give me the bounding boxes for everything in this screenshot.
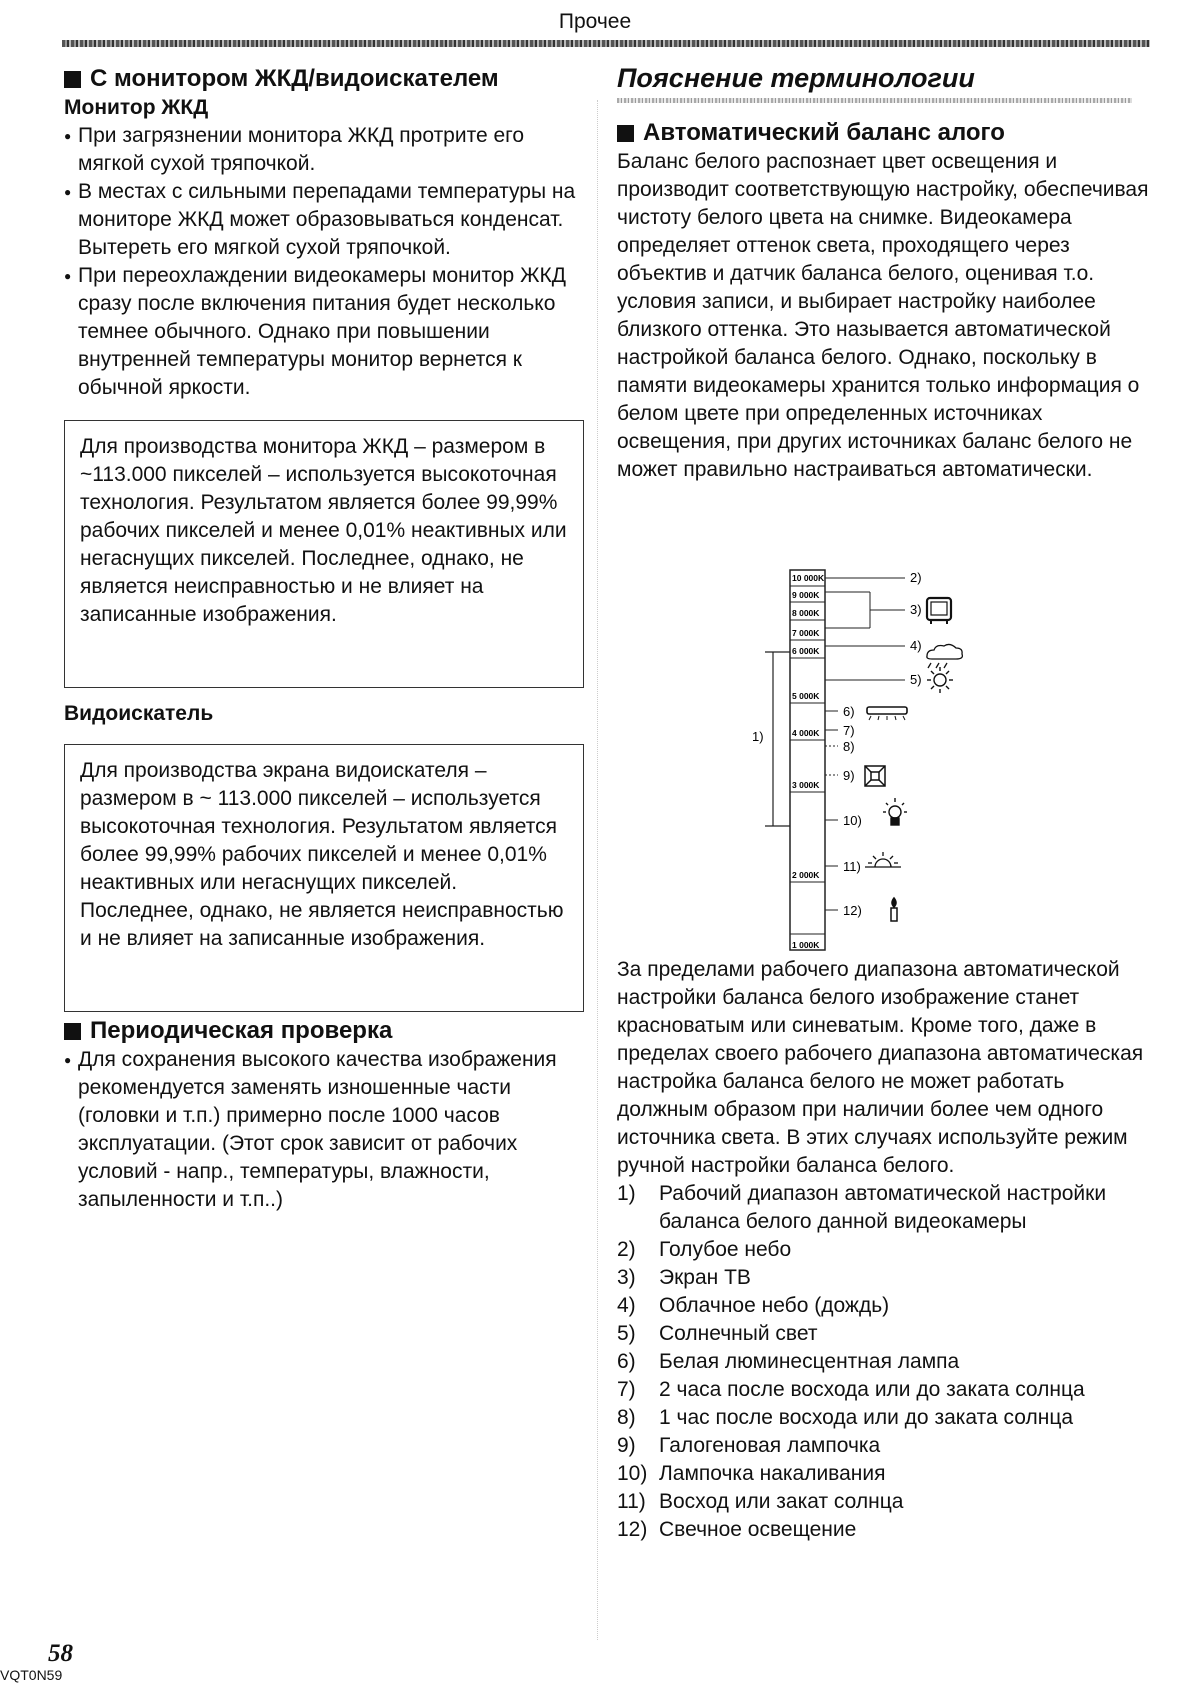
color-temperature-diagram xyxy=(752,570,995,952)
scale-column xyxy=(790,570,825,950)
sunrise-icon xyxy=(865,852,901,867)
periodic-section-heading xyxy=(64,1016,584,1046)
list-item: 6) Белая люминесцентная лампа xyxy=(617,1350,960,1373)
marker-label: 4) xyxy=(910,638,922,653)
list-item: 5) Солнечный свет xyxy=(617,1322,818,1345)
viewfinder-note-box xyxy=(64,744,584,1012)
left-column xyxy=(64,64,584,1214)
list-item: ● Для сохранения высокого качества изображения рекомендуется заменять изношенные части (головки и т.п.) примерно после 1000 часов эксплуатации. (Этот срок зависит от рабочих условий - напр., температуры, влажности, запыленности и т.п..) xyxy=(64,1046,584,1214)
lcd-bullet-list xyxy=(64,122,584,402)
list-item: 12) Свечное освещение xyxy=(617,1518,857,1541)
marker-label: 3) xyxy=(910,602,922,617)
page-header-title: Прочее xyxy=(558,10,632,33)
periodic-heading-text: Периодическая проверка xyxy=(90,1017,393,1044)
lcd-section-heading-text: С монитором ЖКД/видоискателем xyxy=(90,65,499,92)
list-item: 7) 2 часа после восхода или до заката солнца xyxy=(617,1378,1085,1401)
marker-label: 2) xyxy=(910,570,922,585)
marker-label: 10) xyxy=(843,813,862,828)
range-marker-label: 1) xyxy=(752,729,764,744)
list-item: 1) Рабочий диапазон автоматической настройки баланса белого данной видеокамеры xyxy=(617,1182,1107,1233)
scale-label: 2 000K xyxy=(792,870,820,880)
lcd-note-box xyxy=(64,420,584,688)
section-square-icon xyxy=(64,1023,81,1040)
list-item: 8) 1 час после восхода или до заката солнца xyxy=(617,1406,1074,1429)
awb-paragraph: Баланс белого распознает цвет освещения и производит соответствующую настройку, обеспечивая чистоту белого цвета на снимке. Видеокамера определяет оттенок света, проходящего через объектив и датчик баланса белого, оценивая т.о. условия записи, и выбирает настройку наиболее близкого оттенка. Это называется автоматической настройкой баланса белого. Однако, поскольку в памяти видеокамеры хранится только информация о белом цвете при определенных источниках освещения, при других источниках баланс белого не может правильно настраиваться автоматически. xyxy=(617,150,1149,481)
list-item: ● В местах с сильными перепадами температуры на мониторе ЖКД может образовываться конденсат. Вытереть его мягкой сухой тряпочкой. xyxy=(64,178,584,262)
terminology-rule xyxy=(617,98,1132,103)
cloud-icon xyxy=(927,644,963,668)
scale-label: 5 000K xyxy=(792,691,820,701)
section-square-icon xyxy=(64,71,81,88)
periodic-bullet-list xyxy=(64,1046,584,1214)
header-rule xyxy=(62,40,1150,47)
terminology-title: Пояснение терминологии xyxy=(617,63,975,93)
list-item: 11) Восход или закат солнца xyxy=(617,1490,904,1513)
section-square-icon xyxy=(617,125,634,142)
awb-heading-text: Автоматический баланс алого xyxy=(643,119,1005,146)
bulb-icon xyxy=(883,798,907,825)
marker-label: 5) xyxy=(910,672,922,687)
document-code: VQT0N59 xyxy=(0,1667,63,1683)
scale-label: 8 000K xyxy=(792,608,820,618)
viewfinder-subheading: Видоискатель xyxy=(64,702,214,725)
tv-icon xyxy=(927,598,951,624)
marker-label: 11) xyxy=(843,859,861,874)
lcd-subheading: Монитор ЖКД xyxy=(64,96,209,119)
scale-label: 6 000K xyxy=(792,646,820,656)
list-item: 4) Облачное небо (дождь) xyxy=(617,1294,890,1317)
legend-list xyxy=(617,1180,1157,1544)
page-number: 58 xyxy=(48,1640,73,1667)
awb-heading xyxy=(617,118,1157,148)
column-divider xyxy=(597,100,598,1640)
scale-label: 3 000K xyxy=(792,780,820,790)
awb-paragraph-2: За пределами рабочего диапазона автоматической настройки баланса белого изображение станет красноватым или синеватым. Кроме того, даже в пределах своего рабочего диапазона автоматическая настройка баланса белого не может работать должным образом при наличии более чем одного источника света. В этих случаях используйте режим ручной настройки баланса белого. xyxy=(617,958,1144,1177)
list-item: ● При переохлаждении видеокамеры монитор ЖКД сразу после включения питания будет несколько темнее обычного. Однако при повышении внутренней температуры монитор вернется к обычной яркости. xyxy=(64,262,584,402)
marker-label: 7) xyxy=(843,723,855,738)
scale-label: 1 000K xyxy=(792,940,820,950)
scale-label: 7 000K xyxy=(792,628,820,638)
viewfinder-note-text: Для производства экрана видоискателя – размером в ~ 113.000 пикселей – используется высокоточная технология. Результатом является более 99,99% рабочих пикселей и менее 0,01% неактивных или негаснущих пикселей. Последнее, однако, не является неисправностью и не влияет на записанные изображения. xyxy=(80,759,564,950)
list-item: 3) Экран ТВ xyxy=(617,1266,751,1289)
list-item: 2) Голубое небо xyxy=(617,1238,792,1261)
awb-section xyxy=(617,118,1157,484)
scale-label: 10 000K xyxy=(792,573,825,583)
marker-label: 12) xyxy=(843,903,862,918)
sun-icon xyxy=(927,667,953,693)
list-item: 10) Лампочка накаливания xyxy=(617,1462,886,1485)
right-column xyxy=(617,62,1157,94)
halogen-lamp-icon xyxy=(865,766,885,786)
list-item: 9) Галогеновая лампочка xyxy=(617,1434,881,1457)
candle-icon xyxy=(891,898,897,921)
marker-label: 9) xyxy=(843,768,855,783)
scale-label: 9 000K xyxy=(792,590,820,600)
marker-label: 6) xyxy=(843,704,855,719)
list-item: ● При загрязнении монитора ЖКД протрите его мягкой сухой тряпочкой. xyxy=(64,122,584,178)
awb-continued xyxy=(617,956,1157,1544)
scale-label: 4 000K xyxy=(792,728,820,738)
fluorescent-lamp-icon xyxy=(867,707,907,720)
marker-label: 8) xyxy=(843,739,855,754)
lcd-note-text: Для производства монитора ЖКД – размером в ~113.000 пикселей – используется высокоточная технология. Результатом является более 99,99% рабочих пикселей и менее 0,01% неактивных или негаснущих пикселей. Последнее, однако, не является неисправностью и не влияет на записанные изображения. xyxy=(80,435,567,626)
lcd-section-heading xyxy=(64,64,584,94)
